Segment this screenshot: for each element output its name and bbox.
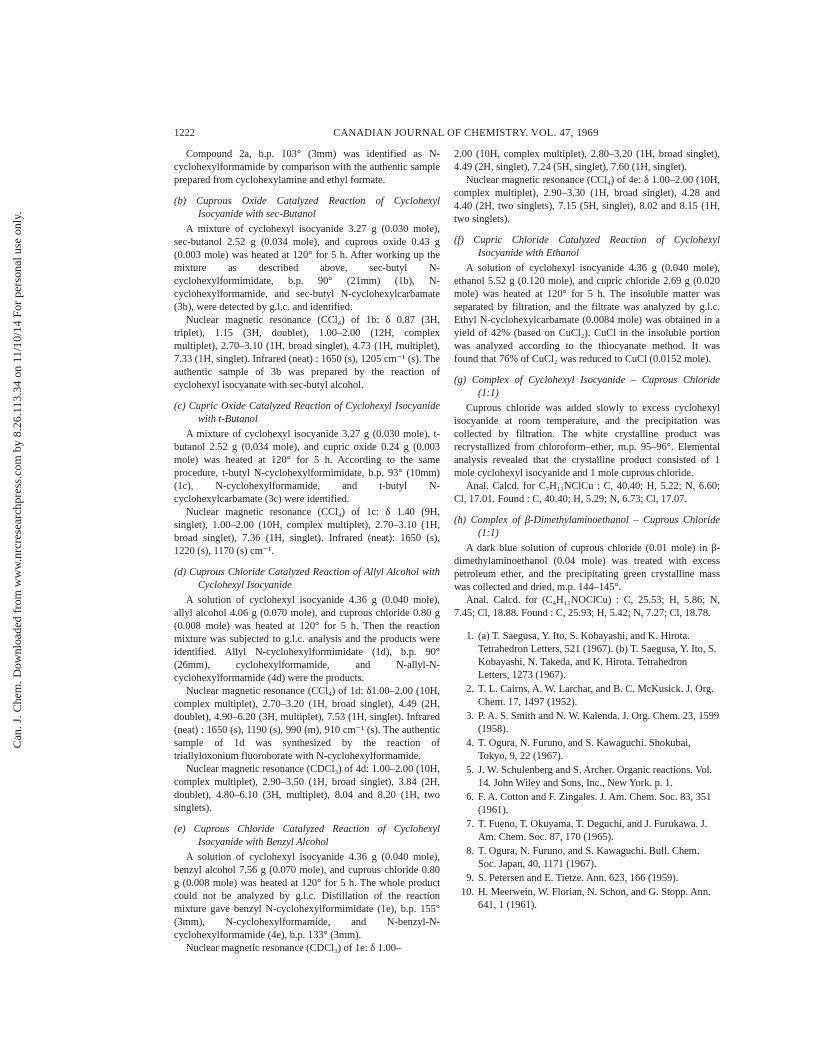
body-paragraph: Cuprous chloride was added slowly to excess cyclohexyl isocyanide at room temperature, and the precipitation was collected by filtration. The white crystalline product was recrystallized from chloroform–ether, m.p. 95–96°. Elemental analysis revealed that the crystalline product consisted of 1 mole cyclohexyl isocyanide and 1 mole cuprous chloride.: [454, 403, 720, 479]
reference-text: F. A. Cotton and F. Zingales. J. Am. Chem. Soc. 83, 351 (1961).: [478, 792, 712, 816]
reference-text: (a) T. Saegusa, Y. Ito, S. Kobayashi, and K. Hirota. Tetrahedron Letters, 521 (1967). (b) T. Saegusa, Y. Ito, S. Kobayashi, N. Takeda, and K. Hirota. Tetrahedron Letters, 1273 (1967).: [478, 631, 717, 681]
reference-number: 1.: [466, 631, 474, 642]
reference-item: [454, 683, 720, 709]
reference-number: 9.: [466, 873, 474, 884]
reference-number: 8.: [466, 846, 474, 857]
body-paragraph: A dark blue solution of cuprous chloride (0.01 mole) in β-dimethylaminoethanol (0.04 mole) was treated with excess petroleum ether, and the precipitating green crystalline mass was collected and dried, m.p. 144–145°.: [454, 543, 720, 593]
section-heading: (b) Cuprous Oxide Catalyzed Reaction of Cyclohexyl Isocyanide with sec-Butanol: [174, 196, 440, 220]
reference-text: H. Meerwein, W. Florian, N. Schon, and G. Stopp. Ann. 641, 1 (1961).: [478, 887, 711, 911]
reference-number: 3.: [466, 711, 474, 722]
body-paragraph: Nuclear magnetic resonance (CDCl₃) of 1e: δ 1.00–: [186, 943, 402, 954]
right-column: [454, 148, 720, 913]
body-paragraph: Nuclear magnetic resonance (CCl₄) of 1c: δ 1.40 (9H, singlet), 1.00–2.00 (10H, complex multiplet), 2.70–3.10 (1H, broad singlet), 7.36 (1H, singlet). Infrared (neat): 1650 (s), 1220 (s), 1170 (s) cm⁻¹.: [174, 507, 440, 557]
reference-item: [454, 818, 720, 844]
section-heading: (d) Cuprous Chloride Catalyzed Reaction of Allyl Alcohol with Cyclohexyl Isocyanide: [174, 567, 440, 591]
body-paragraph: A solution of cyclohexyl isocyanide 4.36 g (0.040 mole), benzyl alcohol 7.56 g (0.070 mole), and cuprous chloride 0.80 g (0.008 mole) was heated at 120° for 5 h. The whole product could not be analyzed by g.l.c. Distillation of the reaction mixture gave benzyl N-cyclohexylformimidate (1e), b.p. 155° (3mm), N-cyclohexylformamide, and N-benzyl-N-cyclohexylformamide (4e), b.p. 133° (3mm).: [174, 852, 440, 941]
reference-text: P. A. S. Smith and N. W. Kalenda. J. Org. Chem. 23, 1599 (1958).: [478, 711, 720, 735]
body-paragraph: Nuclear magnetic resonance (CCl₄) of 1b: δ 0.87 (3H, triplet), 1.15 (3H, doublet), 1.00–2.00 (12H, complex multiplet), 2.70–3.10 (1H, broad singlet), 4.73 (1H, multiplet), 7.33 (1H, singlet). Infrared (neat) : 1650 (s), 1205 cm⁻¹ (s). The authentic sample of 3b was prepared by the reaction of cyclohexyl isocyanate with sec-butyl alcohol.: [174, 315, 440, 391]
reference-item: [454, 737, 720, 763]
reference-number: 7.: [466, 819, 474, 830]
download-watermark-text: Can. J. Chem. Downloaded from www.nrcresearchpress.com by 8.26.113.34 on 11/10/14 For personal use only.: [10, 211, 24, 749]
reference-item: [454, 710, 720, 736]
body-paragraph: Anal. Calcd. for C₇H₁₁NClCu : C, 40.40; H, 5.22; N, 6.60; Cl, 17.01. Found : C, 40.40; H, 5.29; N, 6.73; Cl, 17.07.: [454, 481, 720, 505]
reference-item: [454, 791, 720, 817]
body-paragraph: A mixture of cyclohexyl isocyanide 3.27 g (0.030 mole), t-butanol 2.52 g (0.034 mole), and cupric oxide 0.24 g (0.003 mole) was heated at 120° for 5 h. According to the same procedure, t-butyl N-cyclohexylformimidate, b.p. 93° (10mm) (1c), N-cyclohexylformamide, and t-butyl N-cyclohexylcarbamate (3c) were identified.: [174, 429, 440, 505]
body-paragraph: Nuclear magnetic resonance (CCl₄) of 4e: δ 1.00–2.00 (10H, complex multiplet), 2.90–3.30 (1H, broad singlet), 4.28 and 4.40 (2H, two singlets), 7.15 (5H, singlet), 8.02 and 8.15 (1H, two singlets).: [454, 175, 720, 225]
reference-item: [454, 872, 720, 885]
reference-number: 6.: [466, 792, 474, 803]
right-column-body: [454, 148, 720, 620]
references-list: [454, 630, 720, 912]
reference-text: T. L. Cairns, A. W. Larchar, and B. C. McKusick. J. Org. Chem. 17, 1497 (1952).: [478, 684, 714, 708]
reference-number: 2.: [466, 684, 474, 695]
section-heading: (g) Complex of Cyclohexyl Isocyanide – Cuprous Chloride (1:1): [454, 375, 720, 399]
page-header: [174, 127, 718, 141]
reference-item: [454, 630, 720, 682]
body-paragraph: 2.00 (10H, complex multiplet), 2.80–3.20 (1H, broad singlet), 4.49 (2H, singlet), 7.24 (5H, singlet), 7.60 (1H, singlet).: [454, 149, 720, 173]
body-paragraph: Compound 2a, b.p. 103° (3mm) was identified as N-cyclohexylformamide by comparison with the authentic sample prepared from cyclohexylamine and ethyl formate.: [174, 149, 440, 186]
reference-number: 10.: [461, 887, 474, 898]
reference-item: [454, 886, 720, 912]
running-title: CANADIAN JOURNAL OF CHEMISTRY. VOL. 47, 1969: [333, 128, 599, 139]
section-heading: (e) Cuprous Chloride Catalyzed Reaction of Cyclohexyl Isocyanide with Benzyl Alcohol: [174, 824, 440, 848]
section-heading: (c) Cupric Oxide Catalyzed Reaction of Cyclohexyl Isocyanide with t-Butanol: [174, 401, 440, 425]
reference-number: 5.: [466, 765, 474, 776]
body-paragraph: Nuclear magnetic resonance (CDCl₃) of 4d: 1.00–2.00 (10H, complex multiplet), 2.90–3.50 (1H, broad singlet), 3.84 (2H, doublet), 4.80–6.10 (3H, multiplet), 8.04 and 8.20 (1H, two singlets).: [174, 764, 440, 814]
reference-number: 4.: [466, 738, 474, 749]
reference-item: [454, 764, 720, 790]
download-watermark: [10, 180, 50, 780]
reference-text: S. Petersen and E. Tietze. Ann. 623, 166 (1959).: [478, 873, 679, 884]
reference-text: T. Fueno, T. Okuyama, T. Deguchi, and J. Furukawa. J. Am. Chem. Soc. 87, 170 (1965).: [478, 819, 708, 843]
reference-text: T. Ogura, N. Furuno, and S. Kawaguchi. Shokubai, Tokyo, 9, 22 (1967).: [478, 738, 691, 762]
section-heading: (h) Complex of β-Dimethylaminoethanol – Cuprous Chloride (1:1): [454, 515, 720, 539]
body-paragraph: Nuclear magnetic resonance (CCl₄) of 1d: δ1.00–2.00 (10H, complex multiplet), 2.70–3.20 (1H, broad singlet), 4.49 (2H, doublet), 4.90–6.20 (3H, multiplet), 7.53 (1H, singlet). Infrared (neat) : 1650 (s), 1190 (s), 990 (m), 910 cm⁻¹ (s). The authentic sample of 1d was synthesized by the reaction of triallyloxonium fluoroborate with N-cyclohexylformamide.: [174, 686, 440, 762]
body-paragraph: Anal. Calcd. for (C₄H₁₁NOClCu) : C, 25.53; H, 5.86; N, 7.45; Cl, 18.88. Found : C, 25.93; H, 5.42; N, 7.27; Cl, 18.78.: [454, 595, 720, 619]
body-paragraph: A solution of cyclohexyl isocyanide 4.36 g (0.040 mole), allyl alcohol 4.06 g (0.070 mole), and cuprous chloride 0.80 g (0.008 mole) was heated at 120° for 5 h. Then the reaction mixture was subjected to g.l.c. analysis and the products were identified. Allyl N-cyclohexylformimidate (1d), b.p. 90° (26mm), cyclohexylformamide, and N-allyl-N-cyclohexylformamide (4d) were the products.: [174, 595, 440, 684]
reference-item: [454, 845, 720, 871]
section-heading: (f) Cupric Chloride Catalyzed Reaction of Cyclohexyl Isocyanide with Ethanol: [454, 235, 720, 259]
left-column: [174, 148, 440, 955]
reference-text: J. W. Schulenberg and S. Archer. Organic reactions. Vol. 14. John Wiley and Sons, Inc., New York. p. 1.: [478, 765, 713, 789]
body-paragraph: A solution of cyclohexyl isocyanide 4.36 g (0.040 mole), ethanol 5.52 g (0.120 mole), and cupric chloride 2.69 g (0.020 mole) was heated at 120° for 5 h. The insoluble matter was separated by filtration, and the filtrate was analyzed by g.l.c. Ethyl N-cyclohexylcarbamate (0.0084 mole) was obtained in a yield of 42% (based on CuCl₂). CuCl in the insoluble portion was analyzed according to the thiocyanate method. It was found that 76% of CuCl₂ was reduced to CuCl (0.0152 mole).: [454, 263, 720, 365]
reference-text: T. Ogura, N. Furuno, and S. Kawaguchi. Bull. Chem. Soc. Japan, 40, 1171 (1967).: [478, 846, 700, 870]
body-paragraph: A mixture of cyclohexyl isocyanide 3.27 g (0.030 mole), sec-butanol 2.52 g (0.034 mole), and cuprous oxide 0.43 g (0.003 mole) was heated at 120° for 5 h. After working up the mixture as described above, sec-butyl N-cyclohexylformimidate, b.p. 90° (21mm) (1b), N-cyclohexylformamide, and sec-butyl N-cyclohexylcarbamate (3b), were detected by g.l.c. and identified.: [174, 224, 440, 313]
page-number: 1222: [174, 128, 195, 139]
